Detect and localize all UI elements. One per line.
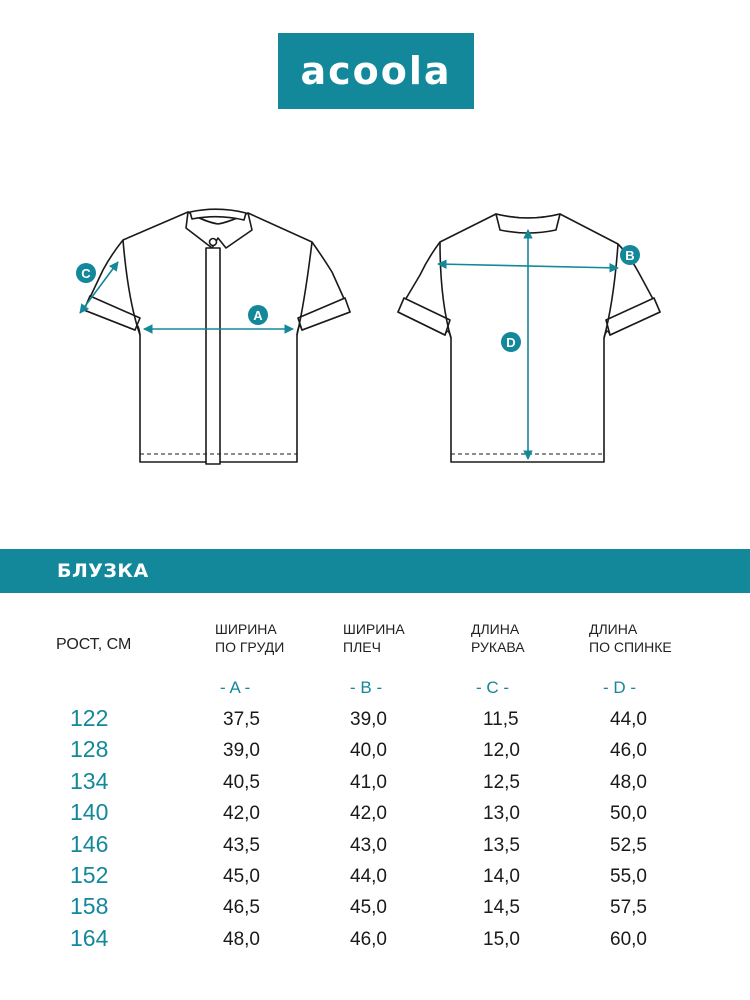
- column-letter-d: - D -: [603, 678, 637, 697]
- sleeve-length-cell: 12,5: [483, 771, 520, 793]
- brand-logo-text: acoola: [300, 49, 452, 93]
- size-cell: 158: [70, 893, 109, 920]
- shoulder-width-cell: 46,0: [350, 928, 387, 950]
- marker-c-label: C: [81, 266, 91, 281]
- sleeve-length-cell: 13,0: [483, 803, 520, 825]
- header-chest-width-line1: ШИРИНА: [215, 621, 277, 637]
- back-body-outline: [398, 214, 660, 462]
- column-letter-b: - B -: [350, 678, 383, 697]
- column-letter-a: - A -: [220, 678, 251, 697]
- chest-width-cell: 43,5: [223, 834, 260, 856]
- table-row: [0, 925, 750, 956]
- back-length-cell: 60,0: [610, 928, 647, 950]
- back-length-cell: 57,5: [610, 897, 647, 919]
- back-length-cell: 44,0: [610, 709, 647, 730]
- size-cell: 128: [70, 736, 109, 763]
- table-row: [0, 736, 750, 767]
- chest-width-cell: 48,0: [223, 928, 260, 950]
- sleeve-length-cell: 14,5: [483, 897, 520, 919]
- sleeve-length-cell: 12,0: [483, 740, 520, 762]
- front-neckband: [190, 209, 246, 220]
- header-back-length-line1: ДЛИНА: [589, 621, 638, 637]
- sleeve-length-cell: 15,0: [483, 928, 520, 950]
- shoulder-width-cell: 39,0: [350, 709, 387, 730]
- header-sleeve-length-line1: ДЛИНА: [471, 621, 520, 637]
- back-length-cell: 48,0: [610, 771, 647, 793]
- blouse-diagram: [0, 195, 750, 485]
- blouse-front-view: [84, 209, 350, 464]
- back-length-cell: 52,5: [610, 834, 647, 856]
- back-length-cell: 50,0: [610, 803, 647, 825]
- shoulder-width-cell: 43,0: [350, 834, 387, 856]
- section-banner: [0, 549, 750, 593]
- header-shoulder-width-line1: ШИРИНА: [343, 621, 405, 637]
- size-cell: 122: [70, 705, 109, 731]
- shoulder-width-cell: 44,0: [350, 865, 387, 887]
- size-cell: 164: [70, 924, 109, 951]
- table-row: [0, 831, 750, 862]
- table-row: [0, 768, 750, 799]
- marker-a-label: A: [253, 308, 263, 323]
- chest-width-cell: 37,5: [223, 709, 260, 730]
- chest-width-cell: 39,0: [223, 740, 260, 762]
- header-sleeve-length: [471, 620, 525, 656]
- header-back-length-line2: ПО СПИНКЕ: [589, 639, 672, 655]
- chest-width-cell: 46,5: [223, 897, 260, 919]
- shoulder-width-cell: 40,0: [350, 740, 387, 762]
- brand-logo: [278, 33, 474, 109]
- chest-width-cell: 45,0: [223, 865, 260, 887]
- blouse-back-view: [398, 214, 660, 462]
- header-shoulder-width-line2: ПЛЕЧ: [343, 639, 381, 655]
- sleeve-length-cell: 14,0: [483, 865, 520, 887]
- size-cell: 134: [70, 767, 109, 794]
- column-letter-c: - C -: [476, 678, 510, 697]
- header-chest-width: [215, 620, 284, 656]
- size-table: [0, 705, 750, 956]
- header-chest-width-line2: ПО ГРУДИ: [215, 639, 285, 655]
- front-placket: [206, 248, 220, 464]
- front-button: [210, 239, 217, 246]
- header-size: РОСТ, СМ: [56, 636, 132, 653]
- marker-b-label: B: [625, 248, 635, 263]
- header-sleeve-length-line2: РУКАВА: [471, 639, 525, 655]
- header-back-length: [589, 620, 672, 656]
- table-row: [0, 862, 750, 893]
- chest-width-cell: 42,0: [223, 803, 260, 825]
- size-cell: 146: [70, 830, 109, 857]
- sleeve-length-cell: 11,5: [483, 709, 519, 730]
- marker-d-label: D: [506, 335, 516, 350]
- header-shoulder-width: [343, 620, 405, 656]
- sleeve-length-cell: 13,5: [483, 834, 520, 856]
- size-cell: 140: [70, 799, 109, 826]
- table-row: [0, 893, 750, 924]
- chest-width-cell: 40,5: [223, 771, 260, 793]
- section-title: БЛУЗКА: [57, 560, 149, 582]
- size-cell: 152: [70, 861, 109, 888]
- shoulder-width-cell: 41,0: [350, 771, 387, 793]
- back-length-cell: 46,0: [610, 740, 647, 762]
- shoulder-width-cell: 45,0: [350, 897, 387, 919]
- shoulder-width-cell: 42,0: [350, 803, 387, 825]
- table-row: [0, 705, 750, 736]
- table-row: [0, 799, 750, 830]
- back-length-cell: 55,0: [610, 865, 647, 887]
